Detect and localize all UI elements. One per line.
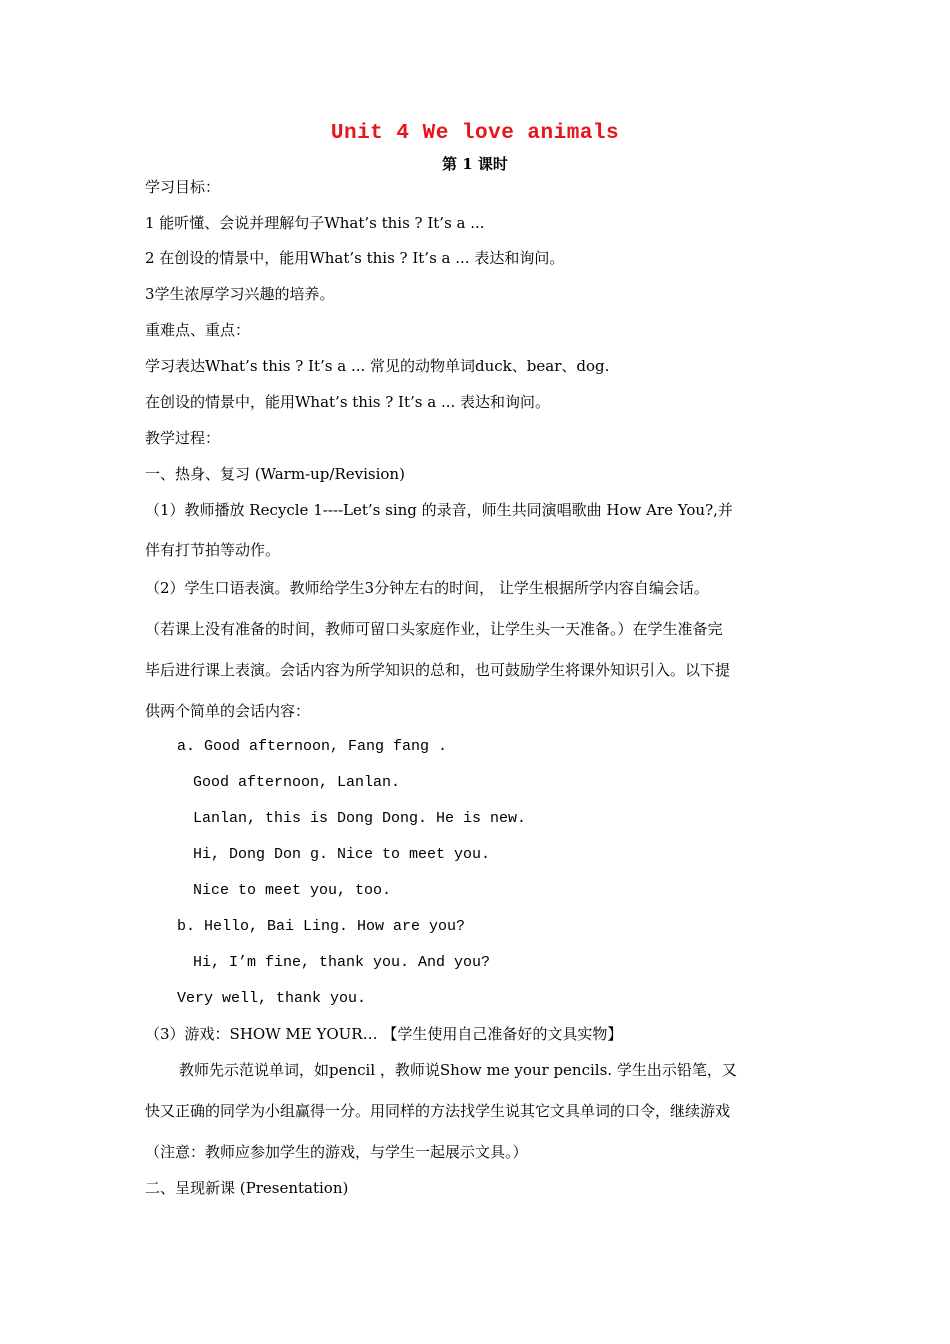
step3-text: 快又正确的同学为小组赢得一分。用同样的方法找学生说其它文具单词的口令，继续游戏 bbox=[145, 1102, 731, 1120]
keypoint-item: 学习表达What’s this ? It’s a ... 常见的动物单词duck、bear、dog. bbox=[145, 357, 610, 375]
step2-text: 毕后进行课上表演。会话内容为所学知识的总和，也可鼓励学生将课外知识引入。以下提 bbox=[145, 661, 731, 679]
keypoints-heading: 重难点、重点： bbox=[145, 321, 251, 339]
step1-text: （1）教师播放 Recycle 1----Let’s sing 的录音，师生共同演唱歌曲 How Are You?,并 bbox=[145, 501, 733, 519]
step3-text: （注意：教师应参加学生的游戏，与学生一起展示文具。） bbox=[145, 1143, 528, 1161]
section-heading-presentation: 二、呈现新课 (Presentation) bbox=[145, 1179, 349, 1197]
dialog-line: b. Hello, Bai Ling. How are you? bbox=[177, 918, 466, 935]
step2-text: （2）学生口语表演。教师给学生3分钟左右的时间， 让学生根据所学内容自编会话。 bbox=[145, 579, 709, 597]
dialog-line: Lanlan, this is Dong Dong. He is new. bbox=[193, 810, 527, 827]
dialog-line: Nice to meet you, too. bbox=[193, 882, 392, 899]
objective-item: 3学生浓厚学习兴趣的培养。 bbox=[145, 285, 335, 303]
dialog-line: Hi, Dong Don g. Nice to meet you. bbox=[193, 846, 491, 863]
step3-text: 教师先示范说单词，如pencil ，教师说Show me your pencils. 学生出示铅笔，又 bbox=[179, 1061, 737, 1079]
dialog-line: a. Good afternoon, Fang fang . bbox=[177, 738, 448, 755]
step1-text: 伴有打节拍等动作。 bbox=[145, 541, 281, 559]
objective-item: 1 能听懂、会说并理解句子What’s this ? It’s a ... bbox=[145, 214, 485, 232]
objective-item: 2 在创设的情景中，能用What’s this ? It’s a ... 表达和询问。 bbox=[145, 249, 565, 267]
objectives-heading: 学习目标： bbox=[145, 178, 221, 196]
dialog-line: Good afternoon, Lanlan. bbox=[193, 774, 401, 791]
dialog-line: Very well, thank you. bbox=[177, 990, 367, 1007]
section-heading-warmup: 一、热身、复习 (Warm-up/Revision) bbox=[145, 465, 405, 483]
dialog-line: Hi, I’m fine, thank you. And you? bbox=[193, 954, 491, 971]
step2-text: （若课上没有准备的时间，教师可留口头家庭作业，让学生头一天准备。）在学生准备完 bbox=[145, 620, 723, 638]
step3-heading: （3）游戏：SHOW ME YOUR… 【学生使用自己准备好的文具实物】 bbox=[145, 1025, 623, 1043]
document-title: Unit 4 We love animals bbox=[330, 122, 620, 145]
process-heading: 教学过程： bbox=[145, 429, 221, 447]
lesson-subtitle: 第 1 课时 bbox=[442, 155, 508, 173]
step2-text: 供两个简单的会话内容： bbox=[145, 702, 311, 720]
keypoint-item: 在创设的情景中，能用What’s this ? It’s a ... 表达和询问。 bbox=[145, 393, 551, 411]
